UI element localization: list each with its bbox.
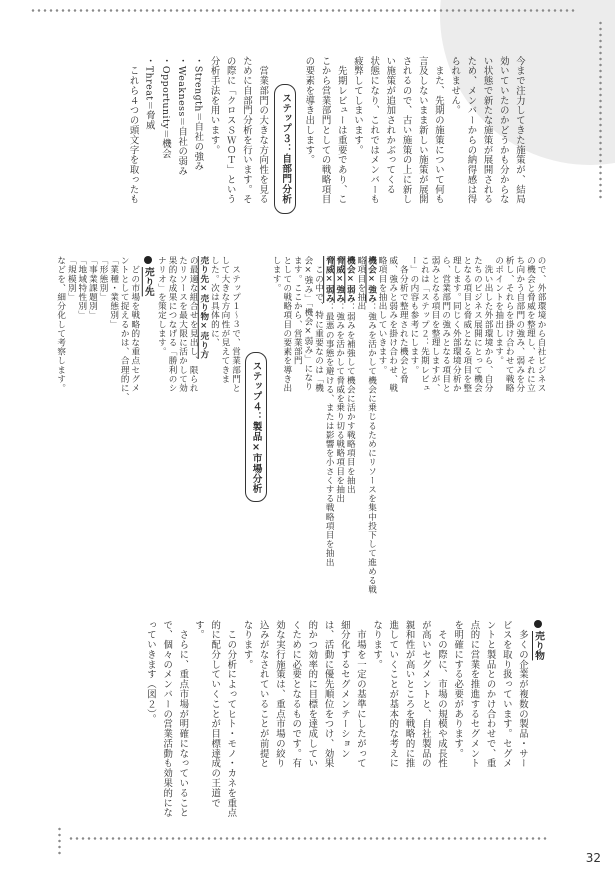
paragraph: ために自部門分析を行います。そ xyxy=(240,56,252,205)
paragraph: を明確にする必要があります。 xyxy=(452,620,464,759)
paragraph: ステップ１〜３で、営業部門と xyxy=(230,256,241,393)
sales-tag-text: 売り先×売り物×売り方 xyxy=(198,256,209,359)
swot-tag: 脅威×強み xyxy=(334,256,345,303)
swot-tag: 脅威×弱み xyxy=(324,256,335,303)
bullet-dot-icon xyxy=(534,620,542,628)
list-item: ・Strength＝自社の強み xyxy=(192,56,204,172)
paragraph: の要素を導き出します。 xyxy=(303,56,315,165)
subheading-urimono: 売り物 xyxy=(530,620,546,825)
swot-desc: ：弱みを補強して機会に活かす戦略項目を抽出 xyxy=(345,302,356,495)
section-heading-step3: ステップ３：自部門分析 xyxy=(274,84,296,213)
paragraph: 洗い出した外部環境から、自分 xyxy=(483,256,494,393)
paragraph: ので、外部環境から自社ビジネス xyxy=(536,256,546,393)
bottom-dotted-border xyxy=(68,836,548,841)
paragraph: この中で、特に重要なのは「機 xyxy=(313,256,324,393)
paragraph: たリソースを最大限に活かして効 xyxy=(177,256,188,393)
paragraph: また、先期の施策について何も xyxy=(432,56,444,205)
paragraph: その際に、市場の規模や成長性 xyxy=(435,620,447,769)
paragraph: 的かつ効率的に目標を達成してい xyxy=(306,620,318,769)
segment-item: 「規模別」 xyxy=(66,256,77,302)
paragraph: されるので、古い施策の上に新し xyxy=(400,56,412,205)
swot-desc: ：強みを活かして脅威を乗り切る戦略項目を抽出 xyxy=(334,302,345,504)
top-dotted-border xyxy=(30,8,575,13)
segment-item: 「業種・業態別」 xyxy=(108,256,119,329)
right-dotted-border xyxy=(598,20,603,200)
paragraph: なります。 xyxy=(241,620,253,670)
paragraph: ら、営業部門の強みとなる項目と xyxy=(440,256,451,393)
swot-tag: 機会×弱み xyxy=(345,256,356,303)
paragraph: られません。 xyxy=(449,56,461,116)
paragraph: 進していくことが基本的な考えに xyxy=(387,620,399,769)
paragraph: 状態になり、これではメンバーも xyxy=(368,56,380,205)
text-band-bottom xyxy=(64,620,546,825)
paragraph: 営業部門の大きな方向性を見る xyxy=(257,56,269,205)
paragraph: などを、細分化して考察します。 xyxy=(55,256,66,393)
subheading-text: 売り先 xyxy=(142,267,154,297)
paragraph: これら４つの頭文字を取ったも xyxy=(127,56,139,205)
paragraph: の際に「クロスＳＷＯＴ」という xyxy=(224,56,236,205)
paragraph: ます。ここから、営業部門 xyxy=(292,256,303,366)
paragraph: こから営業部門としての戦略項目 xyxy=(319,56,331,205)
paragraph: の機会と脅威を整理し、それに立 xyxy=(525,256,536,393)
paragraph: としての戦略項目の要素を導き出 xyxy=(281,256,292,393)
segment-item: 「地域特性別」 xyxy=(76,256,87,320)
paragraph: 弱みとなる項目を整理しますが、 xyxy=(430,256,441,393)
paragraph: どの市場を戦略的な重点セグメ xyxy=(129,256,140,393)
paragraph: ー」の内容も参考にします。 xyxy=(408,256,419,375)
paragraph: くために必要となるものです。有 xyxy=(290,620,302,769)
paragraph: します。 xyxy=(271,256,282,293)
paragraph: ントとして捉えるかは、合理的に、 xyxy=(119,256,130,402)
paragraph: 疲弊してしまいます。 xyxy=(351,56,363,155)
list-item: ・Threat＝脅威 xyxy=(143,56,155,131)
segment-item: 「形態別」 xyxy=(98,256,109,302)
paragraph: これは「ステップ２：先期レビュ xyxy=(419,256,430,393)
paragraph: たちのビジネス展開にとって機会 xyxy=(472,256,483,393)
text-band-top xyxy=(64,56,527,242)
paragraph: い施策が追加されかぶってくる xyxy=(384,56,396,195)
paragraph: 込みがなされていることが前提と xyxy=(257,620,269,769)
paragraph: 析し、それらを掛け合わせて戦略 xyxy=(504,256,515,393)
paragraph: 市場を一定の基準にしたがって xyxy=(354,620,366,769)
step4-block xyxy=(64,256,546,598)
paragraph: 先期レビューは重要であり、こ xyxy=(335,56,347,205)
list-item: ・Weakness＝自社の弱み xyxy=(176,56,188,177)
paragraph: 略項目を抽出していきます。 xyxy=(377,256,388,375)
paragraph: 果的な成果につなげる「勝利のシ xyxy=(167,256,177,393)
paragraph: なります。 xyxy=(371,620,383,670)
paragraph: 細分化するセグメンテーション xyxy=(338,620,350,759)
segment-item: 「事業課題別」 xyxy=(87,256,98,320)
left-dotted-border xyxy=(57,826,62,856)
paragraph: が高いセグメントと、自社製品の xyxy=(419,620,431,769)
paragraph: ナリオ」を策定します。 xyxy=(156,256,167,357)
swot-tag: 機会×強み xyxy=(366,256,377,303)
paragraph: ビスを取り扱っています。セグメ xyxy=(500,620,512,769)
paragraph: ち向かう自部門の強み、弱みを分 xyxy=(514,256,525,393)
paragraph: 効いていたのかどうかも分からな xyxy=(497,56,509,205)
paragraph: 各分析で整理された機会と脅 xyxy=(398,256,409,384)
paragraph: 多くの企業が複数の製品・サー xyxy=(517,620,528,769)
paragraph: した。次は具体的に、 xyxy=(209,256,220,347)
paragraph: ため、メンバーからの納得感は得 xyxy=(465,56,477,205)
paragraph: 今まで注力してきた施策が、結局 xyxy=(514,56,525,205)
paragraph: の最適な組合せを見出し、限られ xyxy=(188,256,199,393)
section-heading-step4: ステップ４：製品×市場分析 xyxy=(245,352,267,503)
paragraph: 言及しないまま新しい施策が展開 xyxy=(416,56,428,205)
paragraph: さらに、重点市場が明確になっていることで、個々のメンバーの営業活動も効果的になっていきます（図２）。 xyxy=(144,620,189,818)
swot-desc: ：強みを活かして機会に乗じるためにリソースを集中投下して進める戦略項目を抽出 xyxy=(355,256,377,595)
paragraph: のポイントを抽出します。 xyxy=(493,256,504,366)
paragraph: 理します。同じく外部環境分析か xyxy=(451,256,462,393)
paragraph: 分析手法を用います。 xyxy=(208,56,220,155)
paragraph: 親和性が高いところを戦略的に推 xyxy=(403,620,415,769)
paragraph: ントと製品とのかけ合わせで、重 xyxy=(484,620,496,769)
paragraph: 威、強みと弱みを掛け合わせ、戦 xyxy=(387,256,398,393)
swot-desc: ：最悪の事態を避ける、または影響を小さくする戦略項目を抽出 xyxy=(324,302,335,567)
paragraph: して大きな方向性が見えてきま xyxy=(219,256,230,384)
paragraph: 効な実行施策は、重点市場の絞り xyxy=(273,620,285,769)
paragraph: 会×強み」「機会×弱み」になり xyxy=(302,256,313,391)
paragraph: 点的に営業を推進するセグメント xyxy=(468,620,480,769)
list-item: ・Opportunity＝機会 xyxy=(159,56,171,159)
paragraph: この分析によってヒト・モノ・カネを重点的に配分していくことが目標達成の王道です。 xyxy=(192,620,237,818)
paragraph: は、活動に優先順位をつけ、効果 xyxy=(322,620,334,769)
paragraph: となる項目と脅威となる項目を整 xyxy=(461,256,472,393)
paragraph: い状態で新たな施策が展開される xyxy=(481,56,493,205)
page-number: 32 xyxy=(585,851,601,865)
